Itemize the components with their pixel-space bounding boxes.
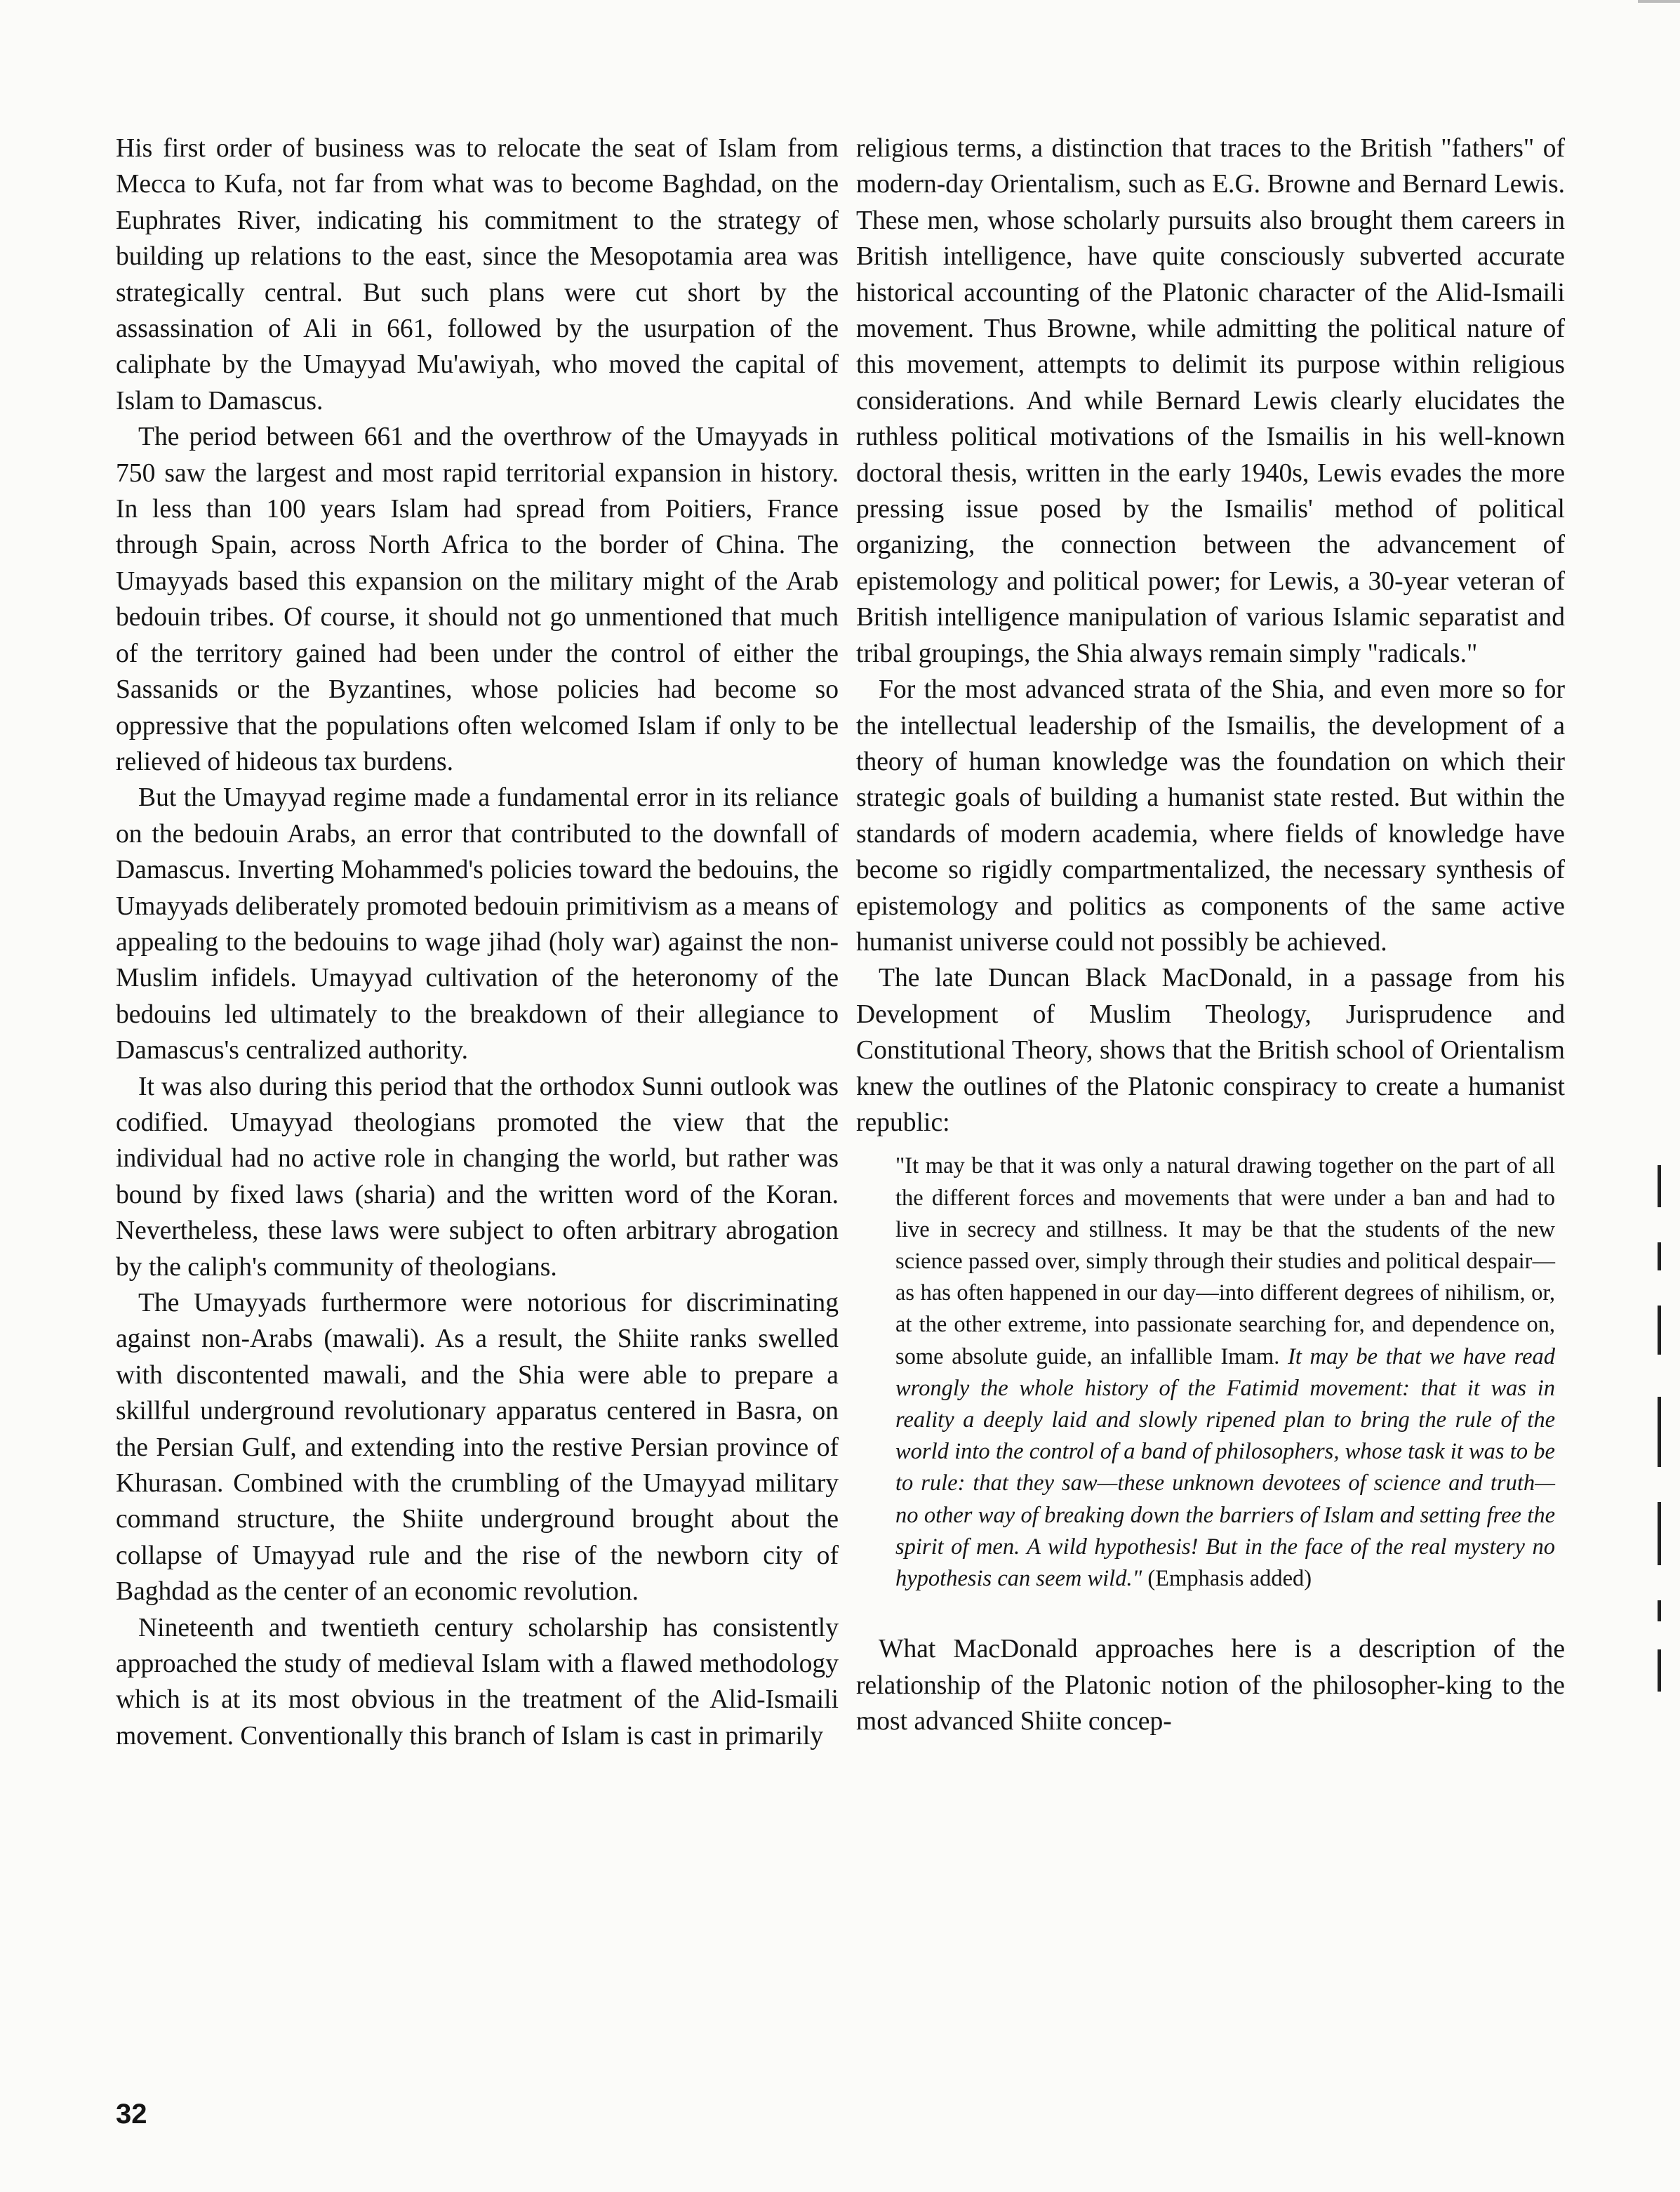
block-quote	[895, 1150, 1555, 1595]
paragraph: The late Duncan Black MacDonald, in a passage from his Development of Muslim Theology, Jurisprudence and Constitutional Theory, shows that the British school of Orientalism knew the outlines of the Platonic conspiracy to create a humanist republic:	[856, 964, 1565, 1137]
scan-edge-mark	[1638, 0, 1680, 3]
right-column	[856, 131, 1565, 1739]
paragraph: The Umayyads furthermore were notorious for discriminating against non-Arabs (mawali). As a result, the Shiite ranks swelled with discontented mawali, and the Shia were able to prepare a skillful underground revolutionary apparatus centered in Basra, on the Persian Gulf, and extending into the restive Persian province of Khurasan. Combined with the crumbling of the Umayyad military command structure, the Shiite underground brought about the collapse of Umayyad rule and the rise of the newborn city of Baghdad as the center of an economic revolution.	[116, 1289, 839, 1607]
margin-scan-marks	[1658, 1165, 1665, 1692]
quote-attribution-note: (Emphasis added)	[1147, 1566, 1312, 1592]
page-number: 32	[116, 2099, 147, 2130]
quote-text: "It may be that it was only a natural drawing together on the part of all the different forces and movements that were under a ban and had to live in secrecy and stillness. It may be that the students of the new science passed over, simply through their studies and political despair—as has often happened in our day—into different degrees of nihilism, or, at the other extreme, into passionate searching for, and dependence on, some absolute guide, an infallible Imam.	[895, 1153, 1555, 1369]
left-column	[116, 131, 839, 1754]
paragraph: religious terms, a distinction that traces to the British "fathers" of modern-day Orientalism, such as E.G. Browne and Bernard Lewis. These men, whose scholarly pursuits also brought them careers in British intelligence, have quite consciously subverted accurate historical accounting of the Platonic character of the Alid-Ismaili movement. Thus Browne, while admitting the political nature of this movement, attempts to delimit its purpose within religious considerations. And while Bernard Lewis clearly elucidates the ruthless political motivations of the Ismailis in his well-known doctoral thesis, written in the early 1940s, Lewis evades the more pressing issue posed by the Ismailis' method of political organizing, the connection between the advancement of epistemology and political power; for Lewis, a 30-year veteran of British intelligence manipulation of various Islamic separatist and tribal groupings, the Shia always remain simply "radicals."	[856, 134, 1565, 668]
paragraph: For the most advanced strata of the Shia, and even more so for the intellectual leadership of the Ismailis, the development of a theory of human knowledge was the foundation on which their strategic goals of building a humanist state rested. But within the standards of modern academia, where fields of knowledge have become so rigidly compartmentalized, the necessary synthesis of epistemology and politics as components of the same active humanist universe could not possibly be achieved.	[856, 675, 1565, 957]
paragraph: Nineteenth and twentieth century scholarship has consistently approached the study of medieval Islam with a flawed methodology which is at its most obvious in the treatment of the Alid-Ismaili movement. Conventionally this branch of Islam is cast in primarily	[116, 1613, 839, 1751]
quote-emphasis: It may be that we have read wrongly the whole history of the Fatimid movement: that it was in reality a deeply laid and slowly ripened plan to bring the rule of the world into the control of a band of philosophers, whose task it was to be to rule: that they saw—these unknown devotees of science and truth—no other way of breaking down the barriers of Islam and setting free the spirit of men. A wild hypothesis! But in the face of the real mystery no hypothesis can seem wild."	[895, 1343, 1555, 1592]
paragraph: But the Umayyad regime made a fundamental error in its reliance on the bedouin Arabs, an error that contributed to the downfall of Damascus. Inverting Mohammed's policies toward the bedouins, the Umayyads deliberately promoted bedouin primitivism as a means of appealing to the bedouins to wage jihad (holy war) against the non-Muslim infidels. Umayyad cultivation of the heteronomy of the bedouins led ultimately to the breakdown of their allegiance to Damascus's centralized authority.	[116, 783, 839, 1065]
paragraph: It was also during this period that the orthodox Sunni outlook was codified. Umayyad theologians promoted the view that the individual had no active role in changing the world, but rather was bound by fixed laws (sharia) and the written word of the Koran. Nevertheless, these laws were subject to often arbitrary abrogation by the caliph's community of theologians.	[116, 1072, 839, 1282]
paragraph: The period between 661 and the overthrow of the Umayyads in 750 saw the largest and most rapid territorial expansion in history. In less than 100 years Islam had spread from Poitiers, France through Spain, across North Africa to the border of China. The Umayyads based this expansion on the military might of the Arab bedouin tribes. Of course, it should not go unmentioned that much of the territory gained had been under the control of either the Sassanids or the Byzantines, whose policies had become so oppressive that the populations often welcomed Islam if only to be relieved of hideous tax burdens.	[116, 423, 839, 776]
paragraph: His first order of business was to relocate the seat of Islam from Mecca to Kufa, not far from what was to become Baghdad, on the Euphrates River, indicating his commitment to the strategy of building up relations to the east, since the Mesopotamia area was strategically central. But such plans were cut short by the assassination of Ali in 661, followed by the usurpation of the caliphate by the Umayyad Mu'awiyah, who moved the capital of Islam to Damascus.	[116, 134, 839, 416]
paragraph: What MacDonald approaches here is a description of the relationship of the Platonic notion of the philosopher-king to the most advanced Shiite concep-	[856, 1635, 1565, 1736]
